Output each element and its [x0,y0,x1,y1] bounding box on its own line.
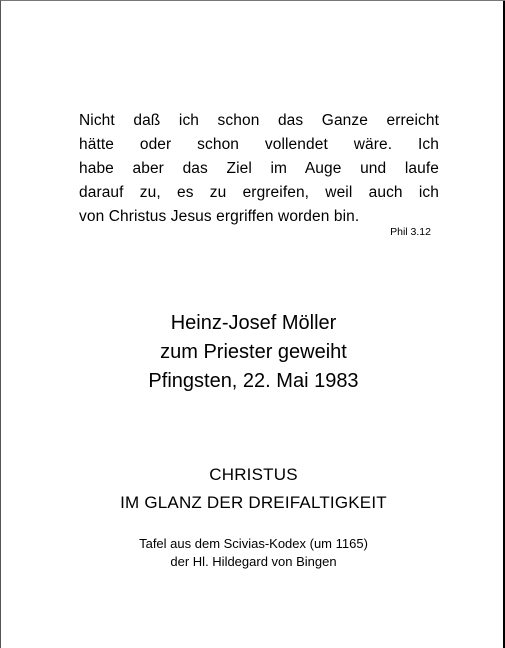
ordination-block [1,309,505,396]
quote-line-3: habe aber das Ziel im Auge und laufe [79,160,439,177]
artwork-source [1,535,505,571]
artwork-source-line-1: Tafel aus dem Scivias-Kodex (um 1165) [139,536,368,551]
quote-line-1: Nicht daß ich schon das Ganze erreicht [79,112,439,129]
bible-quote [79,109,439,229]
quote-reference: Phil 3.12 [390,226,431,238]
ordination-date: Pfingsten, 22. Mai 1983 [148,370,359,392]
ordination-statement: zum Priester geweiht [160,341,347,363]
artwork-title-line-2: IM GLANZ DER DREIFALTIGKEIT [120,493,387,512]
quote-line-5: von Christus Jesus ergriffen worden bin. [79,208,360,225]
priest-name: Heinz-Josef Möller [170,312,337,334]
artwork-title [1,461,505,517]
artwork-title-line-1: CHRISTUS [209,465,298,484]
quote-line-4: darauf zu, es zu ergreifen, weil auch ich [79,184,439,201]
quote-line-2: hätte oder schon vollendet wäre. Ich [79,136,439,153]
artwork-source-line-2: der Hl. Hildegard von Bingen [170,554,337,569]
